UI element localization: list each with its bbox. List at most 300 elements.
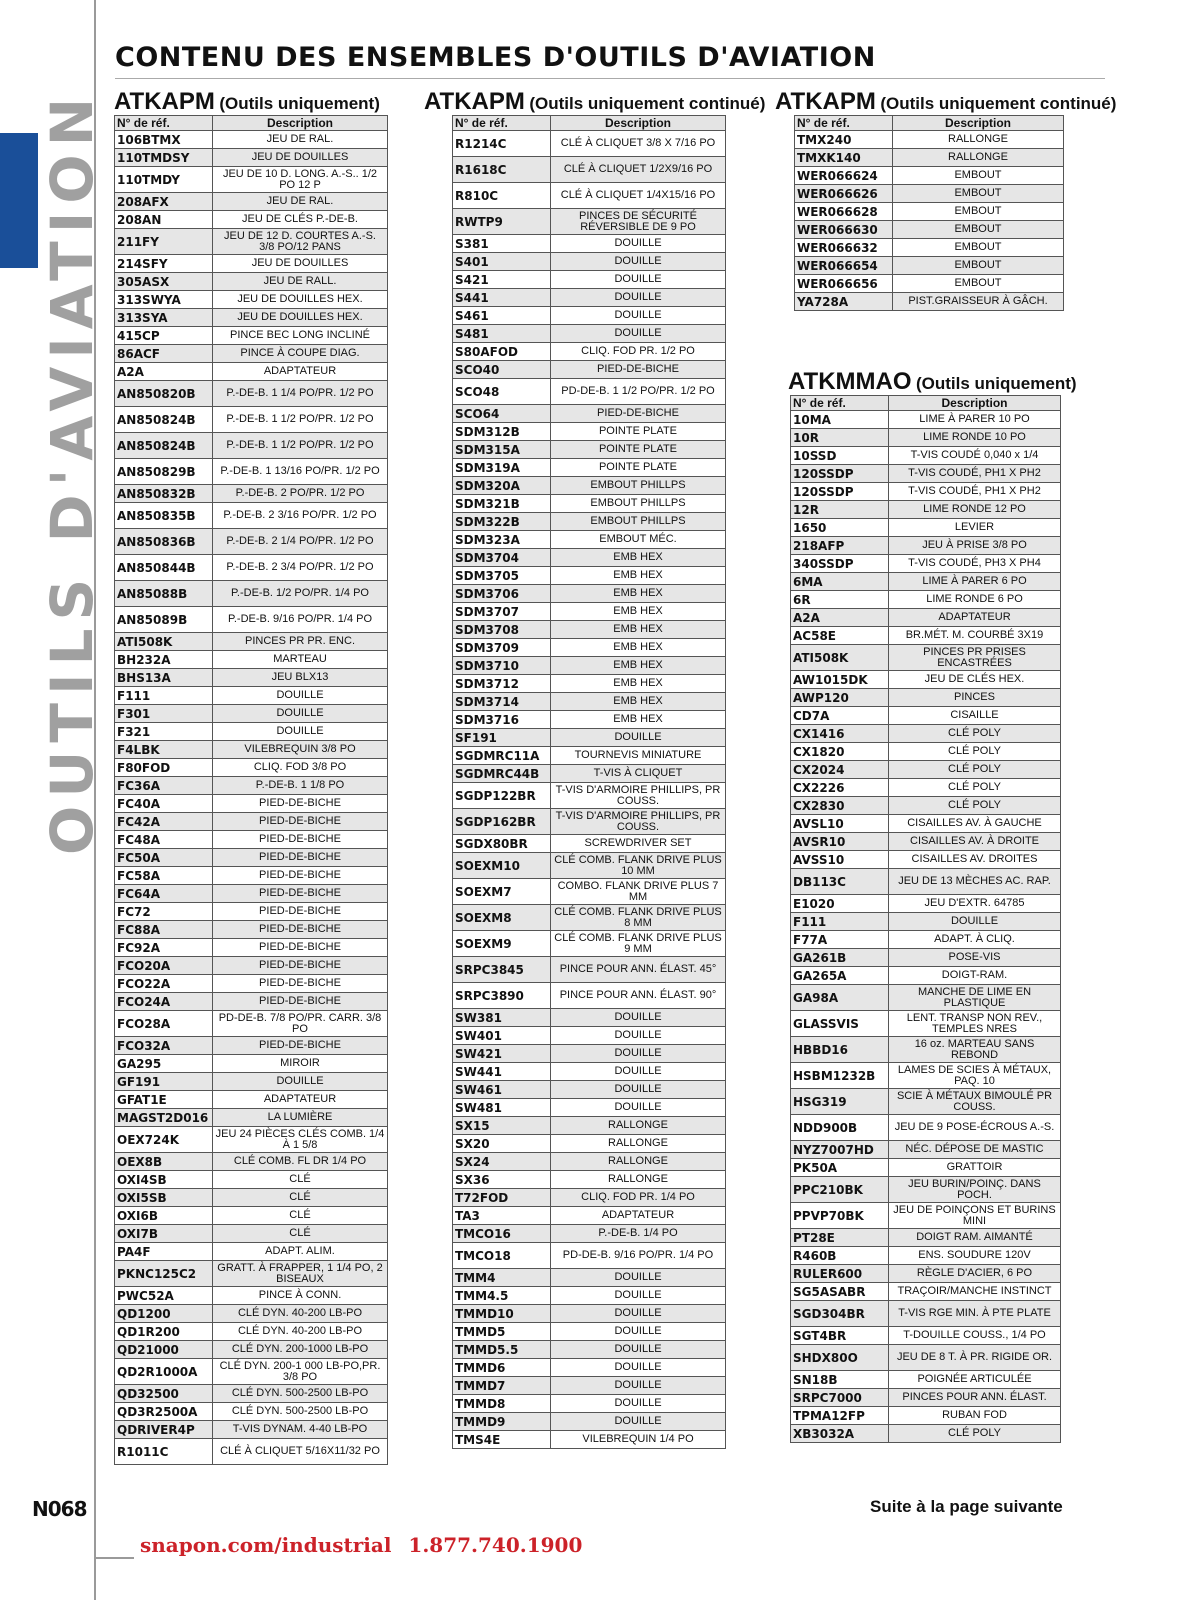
table-heading-atkmmao [788, 368, 1077, 396]
description-cell: LA LUMIÈRE [213, 1109, 388, 1127]
table-row [453, 621, 726, 639]
table-row [115, 1403, 388, 1421]
table-row [795, 257, 1064, 275]
part-number-cell: SDM319A [453, 459, 551, 477]
table-row [791, 761, 1061, 779]
description-cell: DOUILLE [551, 729, 726, 747]
part-number-cell: SDM3714 [453, 693, 551, 711]
description-cell: PINCES PR PR. ENC. [213, 633, 388, 651]
description-cell: SCREWDRIVER SET [551, 835, 726, 853]
description-cell: POSE-VIS [889, 949, 1061, 967]
table-row [453, 131, 726, 157]
table-row [453, 1045, 726, 1063]
description-cell: T-VIS COUDÉ, PH3 X PH4 [889, 555, 1061, 573]
description-cell: RUBAN FOD [889, 1407, 1061, 1425]
table-row [453, 1153, 726, 1171]
table-row [453, 1135, 726, 1153]
table-row [791, 429, 1061, 447]
part-number-cell: BHS13A [115, 669, 213, 687]
table-row [115, 777, 388, 795]
table-row [115, 309, 388, 327]
table-row [115, 291, 388, 309]
table-row [791, 1141, 1061, 1159]
part-number-cell: 340SSDP [791, 555, 889, 573]
description-cell: DOUILLE [551, 307, 726, 325]
description-cell: PINCES POUR ANN. ÉLAST. [889, 1389, 1061, 1407]
part-number-cell: SG5ASABR [791, 1283, 889, 1301]
part-number-cell: OXI5SB [115, 1189, 213, 1207]
table-heading-atkapm-cont-2 [775, 88, 1116, 116]
description-cell: DOUILLE [213, 723, 388, 741]
description-cell: P.-DE-B. 1 1/2 PO/PR. 1/2 PO [213, 407, 388, 433]
part-number-cell: 1650 [791, 519, 889, 537]
description-cell: EMBOUT PHILLPS [551, 513, 726, 531]
part-number-cell: FC64A [115, 885, 213, 903]
table-row [791, 537, 1061, 555]
description-cell: CISAILLES AV. À GAUCHE [889, 815, 1061, 833]
description-cell: DOUILLE [551, 271, 726, 289]
table-row [791, 1203, 1061, 1229]
description-cell: CLÉ COMB. FLANK DRIVE PLUS 8 MM [551, 905, 726, 931]
table-row [791, 797, 1061, 815]
table-row [791, 1371, 1061, 1389]
part-number-cell: SCO40 [453, 361, 551, 379]
table-row [453, 549, 726, 567]
table-row [453, 1189, 726, 1207]
part-number-cell: FCO32A [115, 1037, 213, 1055]
description-cell: RALLONGE [551, 1153, 726, 1171]
description-cell: RALLONGE [551, 1171, 726, 1189]
part-number-cell: 110TMDSY [115, 149, 213, 167]
table-row [453, 183, 726, 209]
table-row [453, 809, 726, 835]
description-cell: VILEBREQUIN 1/4 PO [551, 1431, 726, 1449]
part-number-cell: 208AFX [115, 193, 213, 211]
description-cell: CLÉ À CLIQUET 5/16X11/32 PO [213, 1439, 388, 1465]
table-row [453, 879, 726, 905]
col-header-ref: N° de réf. [791, 396, 889, 411]
part-number-cell: TMMD9 [453, 1413, 551, 1431]
description-cell: CLÉ POLY [889, 725, 1061, 743]
table-row [791, 465, 1061, 483]
description-cell: T-VIS RGE MIN. À PTE PLATE [889, 1301, 1061, 1327]
description-cell: EMB HEX [551, 639, 726, 657]
table-row [791, 411, 1061, 429]
table-header-row [115, 116, 388, 131]
part-number-cell: AVSR10 [791, 833, 889, 851]
table-row [791, 1115, 1061, 1141]
kit-note: (Outils uniquement continué) [529, 94, 766, 113]
table-row [791, 931, 1061, 949]
table-row [115, 633, 388, 651]
description-cell: CLÉ POLY [889, 761, 1061, 779]
part-number-cell: QDRIVER4P [115, 1421, 213, 1439]
table-row [453, 1243, 726, 1269]
table-row [453, 693, 726, 711]
description-cell: EMB HEX [551, 603, 726, 621]
description-cell: TOURNEVIS MINIATURE [551, 747, 726, 765]
description-cell: JEU DE 8 T. À PR. RIGIDE OR. [889, 1345, 1061, 1371]
part-number-cell: TMMD5 [453, 1323, 551, 1341]
part-number-cell: SOEXM7 [453, 879, 551, 905]
description-cell: MARTEAU [213, 651, 388, 669]
part-number-cell: FC58A [115, 867, 213, 885]
description-cell: PIED-DE-BICHE [213, 831, 388, 849]
table-row [115, 1359, 388, 1385]
footer-url-link[interactable]: snapon.com/industrial [140, 1533, 392, 1557]
part-number-cell: SDM3708 [453, 621, 551, 639]
table-row [115, 1385, 388, 1403]
kit-note: (Outils uniquement continué) [880, 94, 1117, 113]
table-row [115, 993, 388, 1011]
description-cell: SCIE À MÉTAUX BIMOULÉ PR COUSS. [889, 1089, 1061, 1115]
table-row [115, 921, 388, 939]
description-cell: PINCE BEC LONG INCLINÉ [213, 327, 388, 345]
description-cell: TRAÇOIR/MANCHE INSTINCT [889, 1283, 1061, 1301]
table-row [453, 1395, 726, 1413]
description-cell: JEU DE 10 D. LONG. A.-S.. 1/2 PO 12 P [213, 167, 388, 193]
description-cell: CLÉ POLY [889, 797, 1061, 815]
part-number-cell: OEX8B [115, 1153, 213, 1171]
table-row [791, 869, 1061, 895]
description-cell: JEU DE 9 POSE-ÉCROUS A.-S. [889, 1115, 1061, 1141]
table-row [453, 1413, 726, 1431]
description-cell: P.-DE-B. 1 1/8 PO [213, 777, 388, 795]
part-number-cell: AN850836B [115, 529, 213, 555]
table-row [791, 985, 1061, 1011]
table-row [791, 645, 1061, 671]
col-header-ref: N° de réf. [115, 116, 213, 131]
table-row [115, 1421, 388, 1439]
section-tab-marker [0, 133, 38, 268]
description-cell: P.-DE-B. 1 1/4 PO/PR. 1/2 PO [213, 381, 388, 407]
part-number-cell: SGT4BR [791, 1327, 889, 1345]
part-number-cell: FC42A [115, 813, 213, 831]
description-cell: PD-DE-B. 7/8 PO/PR. CARR. 3/8 PO [213, 1011, 388, 1037]
description-cell: PIED-DE-BICHE [213, 993, 388, 1011]
table-row [115, 1287, 388, 1305]
part-number-cell: 211FY [115, 229, 213, 255]
description-cell: CLÉ DYN. 500-2500 LB-PO [213, 1403, 388, 1421]
table-row [453, 1305, 726, 1323]
part-number-cell: OXI6B [115, 1207, 213, 1225]
part-number-cell: PPVP70BK [791, 1203, 889, 1229]
part-number-cell: 305ASX [115, 273, 213, 291]
col-header-description: Description [213, 116, 388, 131]
table-row [791, 483, 1061, 501]
part-number-cell: AN850832B [115, 485, 213, 503]
table-row [791, 1345, 1061, 1371]
description-cell: BR.MÉT. M. COURBÉ 3X19 [889, 627, 1061, 645]
part-number-cell: GF191 [115, 1073, 213, 1091]
table-row [115, 939, 388, 957]
description-cell: DOUILLE [551, 1009, 726, 1027]
part-number-cell: SGDP162BR [453, 809, 551, 835]
part-number-cell: TA3 [453, 1207, 551, 1225]
table-row [453, 783, 726, 809]
table-row [453, 495, 726, 513]
part-number-cell: 6MA [791, 573, 889, 591]
table-row [791, 707, 1061, 725]
table-row [453, 603, 726, 621]
part-number-cell: S381 [453, 235, 551, 253]
description-cell: CLÉ POLY [889, 1425, 1061, 1443]
description-cell: NÉC. DÉPOSE DE MASTIC [889, 1141, 1061, 1159]
table-row [115, 705, 388, 723]
table-row [115, 795, 388, 813]
part-number-cell: GLASSVIS [791, 1011, 889, 1037]
table-row [791, 689, 1061, 707]
kit-code: ATKAPM [775, 88, 876, 115]
table-row [791, 1177, 1061, 1203]
part-number-cell: SDM3706 [453, 585, 551, 603]
table-row [795, 167, 1064, 185]
description-cell: DOUILLE [551, 325, 726, 343]
part-number-cell: TMCO18 [453, 1243, 551, 1269]
part-number-cell: TMX240 [795, 131, 893, 149]
part-number-cell: NYZ7007HD [791, 1141, 889, 1159]
part-number-cell: FC72 [115, 903, 213, 921]
part-number-cell: SX36 [453, 1171, 551, 1189]
part-number-cell: SDM312B [453, 423, 551, 441]
table-row [115, 669, 388, 687]
description-cell: DOUILLE [551, 1395, 726, 1413]
part-number-cell: WER066632 [795, 239, 893, 257]
part-number-cell: T72FOD [453, 1189, 551, 1207]
description-cell: PIED-DE-BICHE [213, 903, 388, 921]
table-row [453, 209, 726, 235]
description-cell: DOUILLE [551, 1099, 726, 1117]
table-row [791, 1063, 1061, 1089]
table-row [453, 1287, 726, 1305]
description-cell: JEU D'EXTR. 64785 [889, 895, 1061, 913]
part-number-cell: AN850829B [115, 459, 213, 485]
description-cell: T-VIS DYNAM. 4-40 LB-PO [213, 1421, 388, 1439]
part-number-cell: OXI7B [115, 1225, 213, 1243]
description-cell: CLÉ DYN. 40-200 LB-PO [213, 1305, 388, 1323]
part-number-cell: SOEXM8 [453, 905, 551, 931]
part-number-cell: SDM315A [453, 441, 551, 459]
description-cell: EMBOUT [893, 167, 1064, 185]
table-row [791, 913, 1061, 931]
table-row [115, 229, 388, 255]
part-number-cell: S80AFOD [453, 343, 551, 361]
description-cell: PINCE À CONN. [213, 1287, 388, 1305]
description-cell: DOUILLE [551, 1269, 726, 1287]
part-number-cell: SN18B [791, 1371, 889, 1389]
part-number-cell: PA4F [115, 1243, 213, 1261]
part-number-cell: QD3R2500A [115, 1403, 213, 1421]
table-row [791, 1011, 1061, 1037]
part-number-cell: 106BTMX [115, 131, 213, 149]
description-cell: EMBOUT [893, 257, 1064, 275]
description-cell: EMB HEX [551, 567, 726, 585]
part-number-cell: BH232A [115, 651, 213, 669]
part-number-cell: 10SSD [791, 447, 889, 465]
table-row [453, 441, 726, 459]
table-row [115, 131, 388, 149]
part-number-cell: 313SWYA [115, 291, 213, 309]
description-cell: VILEBREQUIN 3/8 PO [213, 741, 388, 759]
description-cell: JEU DE DOUILLES [213, 149, 388, 167]
part-number-cell: R1011C [115, 1439, 213, 1465]
description-cell: PD-DE-B. 1 1/2 PO/PR. 1/2 PO [551, 379, 726, 405]
table-row [453, 1207, 726, 1225]
description-cell: EMBOUT [893, 203, 1064, 221]
table-row [115, 723, 388, 741]
table-row [791, 1301, 1061, 1327]
description-cell: DOUILLE [551, 1359, 726, 1377]
description-cell: LAMES DE SCIES À MÉTAUX, PAQ. 10 [889, 1063, 1061, 1089]
part-number-cell: F301 [115, 705, 213, 723]
description-cell: CLÉ À CLIQUET 3/8 X 7/16 PO [551, 131, 726, 157]
part-number-cell: AVSL10 [791, 815, 889, 833]
description-cell: EMBOUT MÉC. [551, 531, 726, 549]
description-cell: CLÉ À CLIQUET 1/4X15/16 PO [551, 183, 726, 209]
part-number-cell: SGDMRC44B [453, 765, 551, 783]
table-row [453, 585, 726, 603]
col-header-ref: N° de réf. [453, 116, 551, 131]
table-row [115, 1243, 388, 1261]
description-cell: EMBOUT [893, 221, 1064, 239]
table-row [791, 815, 1061, 833]
part-number-cell: AN850820B [115, 381, 213, 407]
description-cell: DOUILLE [551, 1413, 726, 1431]
table-row [791, 967, 1061, 985]
description-cell: CLÉ DYN. 200-1000 LB-PO [213, 1341, 388, 1359]
table-row [453, 567, 726, 585]
table-row [453, 157, 726, 183]
description-cell: P.-DE-B. 1 1/2 PO/PR. 1/2 PO [213, 433, 388, 459]
table-row [453, 675, 726, 693]
description-cell: EMBOUT [893, 239, 1064, 257]
table-row [115, 407, 388, 433]
description-cell: LIME À PARER 10 PO [889, 411, 1061, 429]
description-cell: CLÉ COMB. FLANK DRIVE PLUS 9 MM [551, 931, 726, 957]
vertical-section-title: OUTILS D'AVIATION [38, 89, 106, 855]
table-row [453, 711, 726, 729]
description-cell: DOUILLE [551, 1305, 726, 1323]
table-row [453, 983, 726, 1009]
description-cell: DOUILLE [551, 1027, 726, 1045]
part-number-cell: SX24 [453, 1153, 551, 1171]
description-cell: CLÉ DYN. 200-1 000 LB-PO,PR. 3/8 PO [213, 1359, 388, 1385]
table-row [453, 235, 726, 253]
part-number-cell: 10R [791, 429, 889, 447]
table-row [453, 343, 726, 361]
part-number-cell: SDM3705 [453, 567, 551, 585]
table-row [453, 657, 726, 675]
table-row [795, 203, 1064, 221]
description-cell: CLÉ [213, 1189, 388, 1207]
description-cell: DOUILLE [551, 253, 726, 271]
description-cell: PIED-DE-BICHE [213, 849, 388, 867]
table-row [791, 671, 1061, 689]
part-number-cell: AVSS10 [791, 851, 889, 869]
description-cell: P.-DE-B. 2 3/4 PO/PR. 1/2 PO [213, 555, 388, 581]
description-cell: GRATT. À FRAPPER, 1 1/4 PO, 2 BISEAUX [213, 1261, 388, 1287]
table-row [453, 765, 726, 783]
description-cell: ADAPTATEUR [213, 1091, 388, 1109]
table-row [115, 1011, 388, 1037]
part-number-cell: XB3032A [791, 1425, 889, 1443]
table-row [791, 447, 1061, 465]
table-row [791, 895, 1061, 913]
table-row [115, 651, 388, 669]
description-cell: JEU DE CLÉS P.-DE-B. [213, 211, 388, 229]
table-row [453, 325, 726, 343]
part-number-cell: AN85089B [115, 607, 213, 633]
table-row [453, 459, 726, 477]
description-cell: ADAPT. ALIM. [213, 1243, 388, 1261]
description-cell: PIED-DE-BICHE [551, 361, 726, 379]
table-row [453, 253, 726, 271]
part-number-cell: S481 [453, 325, 551, 343]
table-row [115, 1037, 388, 1055]
table-row [453, 271, 726, 289]
footer-contact [140, 1533, 592, 1557]
kit-code: ATKMMAO [788, 368, 912, 395]
table-row [115, 1341, 388, 1359]
parts-table-atkapm-cont-2 [794, 115, 1064, 311]
description-cell: MANCHE DE LIME EN PLASTIQUE [889, 985, 1061, 1011]
description-cell: POINTE PLATE [551, 423, 726, 441]
table-row [453, 747, 726, 765]
part-number-cell: F4LBK [115, 741, 213, 759]
part-number-cell: CX2024 [791, 761, 889, 779]
part-number-cell: WER066626 [795, 185, 893, 203]
description-cell: PIED-DE-BICHE [213, 795, 388, 813]
table-row [453, 1099, 726, 1117]
table-row [115, 903, 388, 921]
part-number-cell: WER066656 [795, 275, 893, 293]
table-row [115, 459, 388, 485]
part-number-cell: GA98A [791, 985, 889, 1011]
description-cell: LIME RONDE 6 PO [889, 591, 1061, 609]
description-cell: P.-DE-B. 2 PO/PR. 1/2 PO [213, 485, 388, 503]
description-cell: DOUILLE [551, 1081, 726, 1099]
description-cell: EMBOUT [893, 185, 1064, 203]
description-cell: PINCE POUR ANN. ÉLAST. 90° [551, 983, 726, 1009]
kit-code: ATKAPM [114, 88, 215, 115]
description-cell: ADAPTATEUR [551, 1207, 726, 1225]
description-cell: JEU DE POINÇONS ET BURINS MINI [889, 1203, 1061, 1229]
description-cell: PIED-DE-BICHE [213, 921, 388, 939]
page-title: CONTENU DES ENSEMBLES D'OUTILS D'AVIATION [115, 42, 876, 73]
table-row [115, 741, 388, 759]
part-number-cell: HSBM1232B [791, 1063, 889, 1089]
part-number-cell: SDM3716 [453, 711, 551, 729]
table-row [453, 289, 726, 307]
description-cell: JEU DE DOUILLES HEX. [213, 291, 388, 309]
description-cell: EMB HEX [551, 675, 726, 693]
description-cell: CLIQ. FOD PR. 1/2 PO [551, 343, 726, 361]
table-row [115, 1261, 388, 1287]
part-number-cell: 415CP [115, 327, 213, 345]
part-number-cell: CX2226 [791, 779, 889, 797]
description-cell: DOUILLE [551, 1045, 726, 1063]
table-row [453, 1027, 726, 1045]
part-number-cell: GA295 [115, 1055, 213, 1073]
part-number-cell: CX1416 [791, 725, 889, 743]
description-cell: PINCES [889, 689, 1061, 707]
part-number-cell: ATI508K [115, 633, 213, 651]
description-cell: JEU À PRISE 3/8 PO [889, 537, 1061, 555]
table-row [791, 1327, 1061, 1345]
part-number-cell: SDM3707 [453, 603, 551, 621]
part-number-cell: TMMD8 [453, 1395, 551, 1413]
table-row [453, 405, 726, 423]
